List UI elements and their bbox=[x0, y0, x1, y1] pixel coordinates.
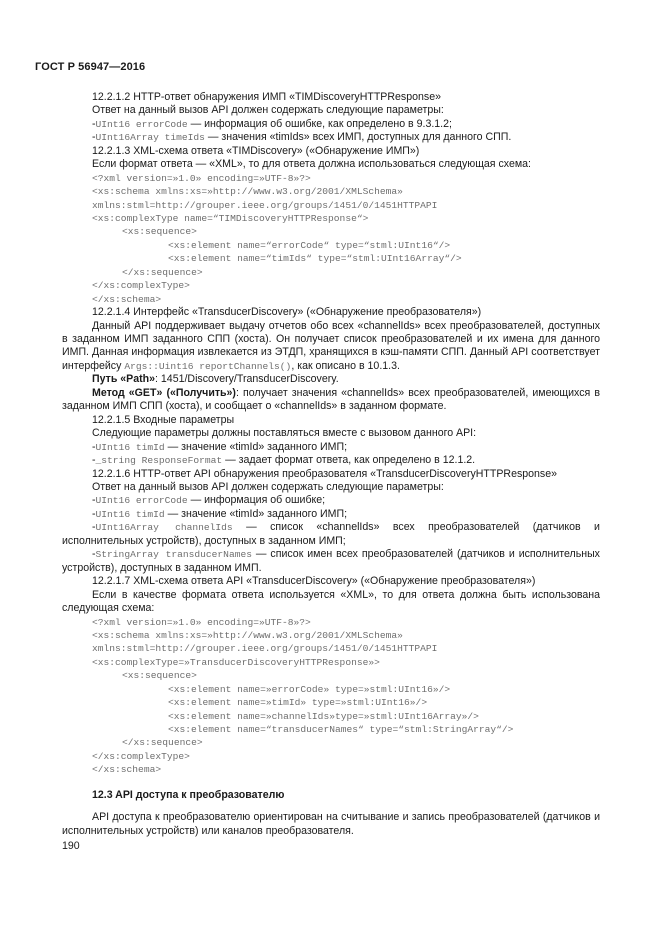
code-line: <xs:element name=»errorCode» type=»stml:UInt16»/> bbox=[168, 683, 451, 695]
page-number: 190 bbox=[62, 840, 80, 852]
list-dash: - bbox=[92, 440, 96, 453]
paragraph: Ответ на данный вызов API должен содержать следующие параметры: bbox=[92, 480, 444, 493]
code-line: </xs:sequence> bbox=[122, 266, 203, 278]
paragraph bbox=[62, 320, 600, 374]
code-line: <xs:sequence> bbox=[122, 670, 197, 682]
path-value: : 1451/Discovery/TransducerDiscovery. bbox=[155, 373, 339, 386]
code-line: <xs:element name=“transducerNames“ type=“stml:StringArray“/> bbox=[168, 724, 514, 736]
heading-12-2-1-6: 12.2.1.6 HTTP-ответ API обнаружения преобразователя «TransducerDiscoveryHTTPResponse» bbox=[92, 467, 558, 480]
param-description: — информация об ошибке, как определено в 9.3.1.2; bbox=[187, 117, 452, 130]
paragraph-text: , как описано в 10.1.3. bbox=[291, 359, 400, 372]
param-item bbox=[62, 508, 600, 521]
param-code: UInt16Array channelIds bbox=[95, 522, 233, 534]
list-dash: - bbox=[92, 117, 96, 130]
method-paragraph bbox=[62, 387, 600, 414]
paragraph-text: Данный API поддерживает выдачу отчетов обо всех «channelIds» всех преобразователей, доступных в заданном ИМП заданного СПП (хоста). Он получает список преобразователей и их имена для данного ИМП. Данная информация извлекается из ЭТДП, хранящихся в кэш-памяти СПП. Данный API соответствует интерфейсу bbox=[62, 319, 600, 372]
code-line: <xs:complexType name=“TIMDiscoveryHTTPResponse“> bbox=[92, 213, 369, 225]
param-item bbox=[62, 131, 600, 144]
path-paragraph bbox=[62, 373, 600, 386]
list-dash: - bbox=[92, 548, 96, 561]
method-label: Метод «GET» («Получить») bbox=[92, 386, 236, 399]
page-content bbox=[62, 91, 600, 838]
param-description: — значения «timIds» всех ИМП, доступных для данного СПП. bbox=[204, 131, 512, 144]
paragraph: Если формат ответа — «XML», то для ответа должна использоваться следующая схема: bbox=[92, 158, 531, 171]
code-line: <xs:element name=“timIds“ type=“stml:UInt16Array“/> bbox=[168, 253, 462, 265]
code-line: </xs:sequence> bbox=[122, 737, 203, 749]
heading-12-2-1-3: 12.2.1.3 XML-схема ответа «TIMDiscovery» («Обнаружение ИМП») bbox=[92, 144, 420, 157]
code-line: <xs:element name=»channelIds»type=»stml:UInt16Array»/> bbox=[168, 710, 479, 722]
code-line: </xs:complexType> bbox=[92, 750, 190, 762]
code-line: <?xml version=»1.0» encoding=»UTF-8»?> bbox=[92, 616, 311, 628]
param-description: — список имен всех преобразователей (датчиков и исполнительных устройств), доступных в заданном ИМП. bbox=[62, 548, 600, 574]
heading-12-2-1-5: 12.2.1.5 Входные параметры bbox=[92, 413, 235, 426]
param-item bbox=[62, 118, 600, 131]
param-item bbox=[62, 521, 600, 548]
param-code: UInt16 errorCode bbox=[95, 495, 188, 507]
method-value: : получает значения «channelIds» всех преобразователей, имеющихся в заданном ИМП СПП (хоста), и сообщает о «channelIds» в заданном формате. bbox=[62, 386, 600, 413]
xml-schema-block bbox=[62, 616, 600, 777]
param-item bbox=[62, 494, 600, 507]
code-line: <?xml version=»1.0» encoding=»UTF-8»?> bbox=[92, 172, 311, 184]
heading-12-2-1-7: 12.2.1.7 XML-схема ответа API «TransducerDiscovery» («Обнаружение преобразователя») bbox=[92, 575, 536, 588]
param-code: UInt16Array timeIds bbox=[95, 132, 205, 144]
param-code: _string ResponseFormat bbox=[95, 455, 223, 467]
list-dash: - bbox=[92, 454, 96, 467]
param-code: UInt16 errorCode bbox=[95, 118, 188, 130]
param-item bbox=[62, 441, 600, 454]
list-dash: - bbox=[92, 494, 96, 507]
code-line: <xs:complexType=»TransducerDiscoveryHTTPResponse»> bbox=[92, 656, 380, 668]
code-line: <xs:schema xmlns:xs=»http://www.w3.org/2001/XMLSchema» bbox=[92, 629, 403, 641]
code-line: <xs:element name=»timId» type=»stml:UInt16»/> bbox=[168, 697, 428, 709]
param-code: UInt16 timId bbox=[95, 508, 165, 520]
code-line: </xs:schema> bbox=[92, 293, 162, 305]
list-dash: - bbox=[92, 521, 96, 534]
code-line: <xs:element name=“errorCode“ type=“stml:UInt16“/> bbox=[168, 239, 451, 251]
paragraph: API доступа к преобразователю ориентирован на считывание и запись преобразователей (датчиков и исполнительных устройств) или каналов преобразователя. bbox=[62, 811, 600, 837]
param-description: — задает формат ответа, как определено в 12.1.2. bbox=[222, 454, 476, 467]
code-line: </xs:complexType> bbox=[92, 280, 190, 292]
paragraph: Ответ на данный вызов API должен содержать следующие параметры: bbox=[92, 104, 444, 117]
code-line: <xs:sequence> bbox=[122, 226, 197, 238]
code-line: xmlns:stml=http://grouper.ieee.org/groups/1451/0/1451HTTPAPI bbox=[92, 643, 438, 655]
code-line: xmlns:stml=http://grouper.ieee.org/groups/1451/0/1451HTTPAPI bbox=[92, 199, 438, 211]
param-item bbox=[62, 454, 600, 467]
xml-schema-block bbox=[62, 172, 600, 306]
heading-12-3: 12.3 API доступа к преобразователю bbox=[92, 788, 285, 801]
param-description: — значение «timId» заданного ИМП; bbox=[164, 507, 348, 520]
heading-12-2-1-4: 12.2.1.4 Интерфейс «TransducerDiscovery» («Обнаружение преобразователя») bbox=[92, 306, 482, 319]
paragraph: Если в качестве формата ответа используется «XML», то для ответа должна быть использована следующая схема: bbox=[62, 588, 600, 615]
heading-12-2-1-2: 12.2.1.2 HTTP-ответ обнаружения ИМП «TIMDiscoveryHTTPResponse» bbox=[92, 91, 441, 103]
list-dash: - bbox=[92, 507, 96, 520]
code-line: <xs:schema xmlns:xs=»http://www.w3.org/2001/XMLSchema» bbox=[92, 186, 403, 198]
param-description: — значение «timId» заданного ИМП; bbox=[164, 440, 348, 453]
standard-designation: ГОСТ Р 56947—2016 bbox=[35, 61, 146, 73]
param-description: — список «channelIds» всех преобразователей (датчиков и исполнительных устройств), доступных в заданном ИМП; bbox=[62, 521, 600, 547]
param-description: — информация об ошибке; bbox=[187, 494, 326, 507]
param-code: UInt16 timId bbox=[95, 441, 165, 453]
code-line: </xs:schema> bbox=[92, 764, 162, 776]
path-label: Путь «Path» bbox=[92, 373, 156, 386]
list-dash: - bbox=[92, 131, 96, 144]
param-code: StringArray transducerNames bbox=[95, 549, 252, 561]
paragraph: Следующие параметры должны поставляться вместе с вызовом данного API: bbox=[92, 427, 477, 440]
section-spacer bbox=[62, 777, 600, 789]
param-item bbox=[62, 548, 600, 575]
section-spacer bbox=[62, 802, 600, 811]
inline-code: Args::Uint16 reportChannels() bbox=[124, 360, 292, 372]
